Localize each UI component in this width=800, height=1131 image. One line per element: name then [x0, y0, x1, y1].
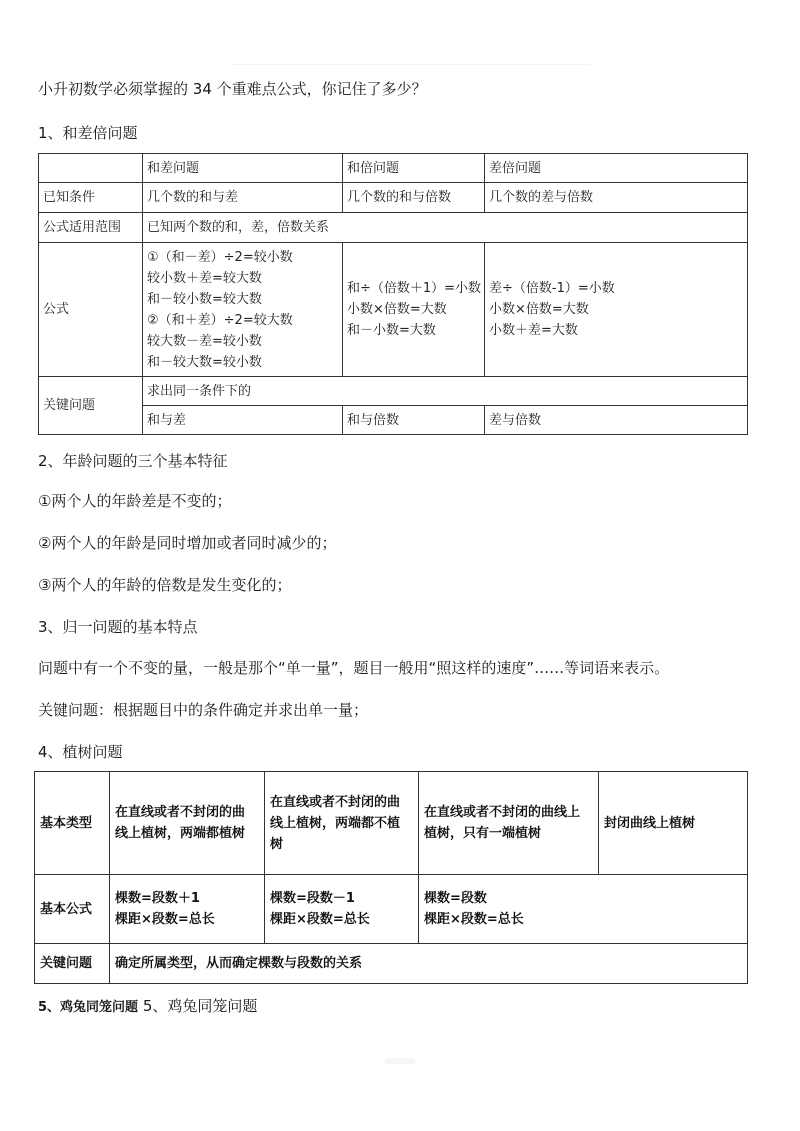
paragraph: 关键问题：根据题目中的条件确定并求出单一量； — [38, 701, 369, 719]
table-row — [39, 213, 748, 243]
cell-line: 在直线或者不封闭的曲 — [270, 794, 401, 810]
formula-cell-sum-multiple — [343, 243, 485, 377]
paragraph: 问题中有一个不变的量，一般是那个“单一量”，题目一般用“照这样的速度”……等词语来表示。 — [38, 659, 670, 677]
table-cell: 已知两个数的和，差，倍数关系 — [143, 213, 748, 243]
table-row — [39, 377, 748, 406]
row-label: 关键问题 — [39, 377, 143, 435]
row-label: 关键问题 — [35, 944, 110, 984]
section-1-heading: 1、和差倍问题 — [38, 124, 138, 142]
table-row — [39, 406, 748, 435]
table-cell: 确定所属类型，从而确定棵数与段数的关系 — [110, 944, 748, 984]
list-item: ②两个人的年龄是同时增加或者同时减少的； — [38, 534, 337, 552]
table-cell — [419, 772, 599, 875]
row-label: 公式适用范围 — [39, 213, 143, 243]
table-cell: 几个数的差与倍数 — [485, 183, 748, 213]
cell-line: 棵距×段数=总长 — [424, 912, 524, 927]
table-cell — [265, 772, 419, 875]
cell-line: 树 — [270, 836, 284, 852]
formula-line: 和－小数=大数 — [347, 323, 436, 338]
formula-line: 小数×倍数=大数 — [489, 302, 589, 317]
formula-line: 差÷（倍数-1）=小数 — [489, 281, 615, 296]
cell-line: 棵距×段数=总长 — [270, 912, 370, 927]
page-title: 小升初数学必须掌握的 34 个重难点公式，你记住了多少？ — [38, 80, 427, 98]
formula-line: ②（和＋差）÷2=较大数 — [147, 312, 293, 328]
table-header-cell: 差倍问题 — [485, 154, 748, 183]
table-row — [35, 772, 748, 875]
section-5-heading — [38, 995, 257, 1016]
formula-line: 较小数＋差=较大数 — [147, 270, 262, 286]
list-item: ③两个人的年龄的倍数是发生变化的； — [38, 576, 292, 594]
row-label: 基本公式 — [35, 875, 110, 944]
sum-difference-multiple-table — [38, 153, 748, 435]
cell-line: 在直线或者不封闭的曲线上 — [424, 805, 581, 820]
tree-planting-table — [34, 771, 748, 984]
section-3-heading: 3、归一问题的基本特点 — [38, 618, 198, 636]
cell-line: 线上植树，两端都植树 — [115, 826, 246, 841]
list-item: ①两个人的年龄差是不变的； — [38, 492, 232, 510]
cell-line: 棵数=段数＋1 — [115, 891, 200, 906]
table-row — [39, 154, 748, 183]
formula-line: 和÷（倍数＋1）=小数 — [347, 281, 482, 296]
section-2-heading: 2、年龄问题的三个基本特征 — [38, 452, 228, 470]
formula-cell-sum-difference — [143, 243, 343, 377]
table-cell: 求出同一条件下的 — [143, 377, 748, 406]
cell-line: 棵数=段数－1 — [270, 891, 355, 906]
row-label: 已知条件 — [39, 183, 143, 213]
row-label: 公式 — [39, 243, 143, 377]
table-row — [39, 243, 748, 377]
formula-line: 较大数－差=较小数 — [147, 333, 262, 349]
formula-line: 小数×倍数=大数 — [347, 302, 447, 317]
cell-line: 棵数=段数 — [424, 891, 487, 906]
table-cell — [265, 875, 419, 944]
table-header-cell: 和倍问题 — [343, 154, 485, 183]
section-5-bold-label: 5、鸡兔同笼问题 — [38, 1000, 139, 1015]
row-label: 基本类型 — [35, 772, 110, 875]
table-row — [35, 944, 748, 984]
table-cell — [110, 875, 265, 944]
table-cell: 几个数的和与倍数 — [343, 183, 485, 213]
formula-line: 和－较大数=较小数 — [147, 354, 262, 370]
formula-cell-difference-multiple — [485, 243, 748, 377]
table-cell — [599, 772, 748, 875]
table-cell — [419, 875, 748, 944]
top-rule — [230, 64, 590, 65]
table-cell: 和与倍数 — [343, 406, 485, 435]
section-4-heading: 4、植树问题 — [38, 743, 123, 761]
page-footer-mark — [385, 1058, 415, 1064]
table-cell: 几个数的和与差 — [143, 183, 343, 213]
cell-line: 植树，只有一端植树 — [424, 826, 542, 841]
table-row — [39, 183, 748, 213]
formula-line: 小数＋差=大数 — [489, 323, 578, 338]
table-row — [35, 875, 748, 944]
cell-line: 棵距×段数=总长 — [115, 912, 215, 927]
table-header-cell: 和差问题 — [143, 154, 343, 183]
table-cell — [39, 154, 143, 183]
cell-line: 线上植树，两端都不植 — [270, 815, 401, 831]
section-5-label: 5、鸡兔同笼问题 — [138, 997, 258, 1015]
formula-line: ①（和－差）÷2=较小数 — [147, 249, 293, 265]
cell-line: 在直线或者不封闭的曲 — [115, 805, 246, 820]
table-cell: 和与差 — [143, 406, 343, 435]
formula-line: 和－较小数=较大数 — [147, 291, 262, 307]
table-cell: 差与倍数 — [485, 406, 748, 435]
cell-line: 封闭曲线上植树 — [604, 815, 696, 831]
table-cell — [110, 772, 265, 875]
